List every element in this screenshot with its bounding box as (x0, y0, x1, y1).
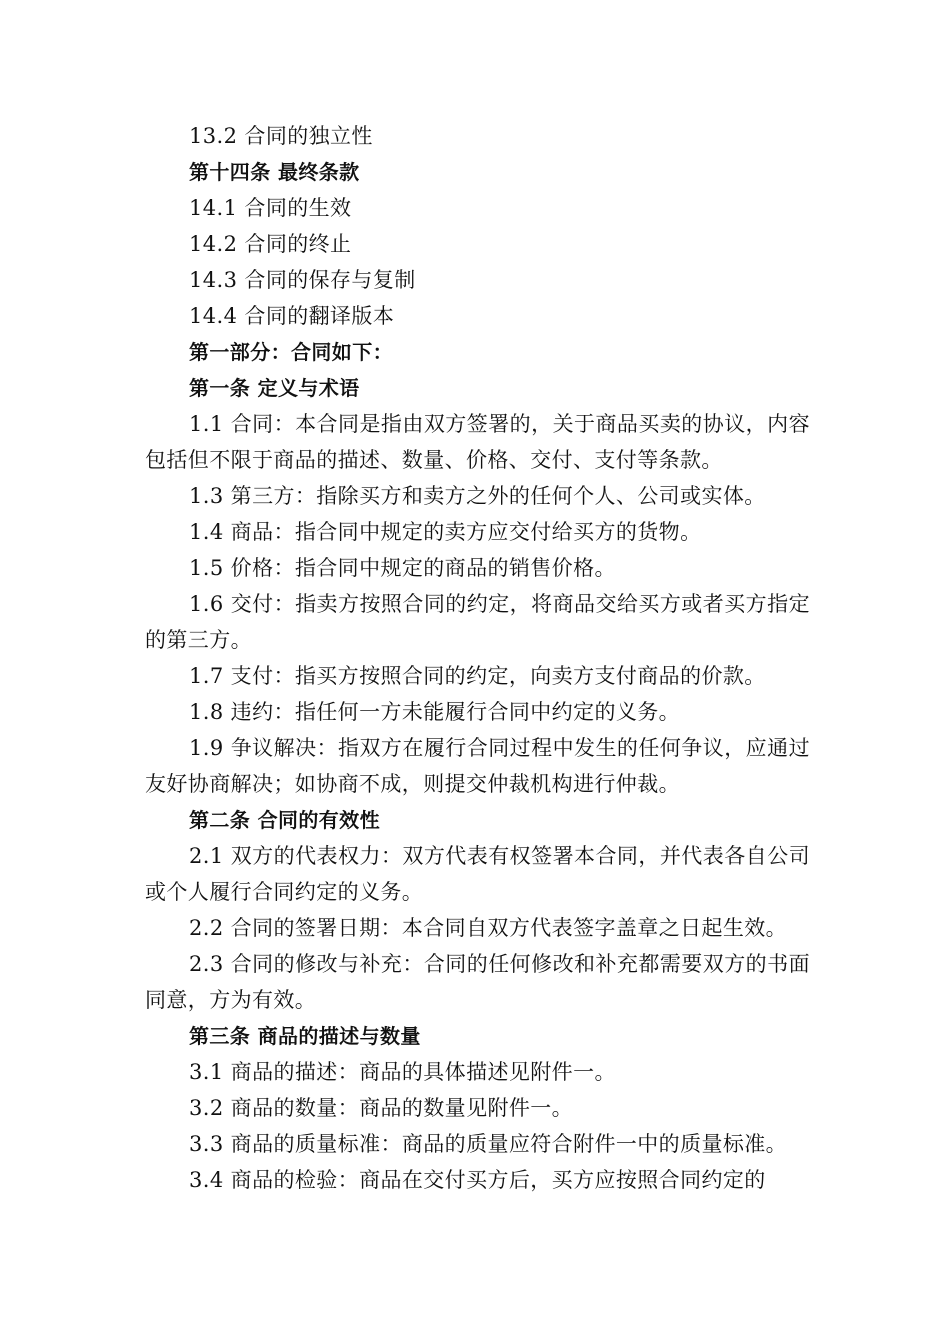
clause-1-3: 1.3 第三方：指除买方和卖方之外的任何个人、公司或实体。 (189, 484, 766, 508)
part-one-heading: 第一部分：合同如下： (189, 340, 393, 364)
clause-1-9: 1.9 争议解决：指双方在履行合同过程中发生的任何争议，应通过友好协商解决；如协商不成，则提交仲裁机构进行仲裁。 (145, 736, 810, 796)
clause-3-1: 3.1 商品的描述：商品的具体描述见附件一。 (189, 1060, 616, 1084)
clause-1-6: 1.6 交付：指卖方按照合同的约定，将商品交给买方或者买方指定的第三方。 (145, 592, 810, 652)
clause-1-5: 1.5 价格：指合同中规定的商品的销售价格。 (189, 556, 616, 580)
clause-1-7: 1.7 支付：指买方按照合同的约定，向卖方支付商品的价款。 (189, 664, 766, 688)
clause-2-1: 2.1 双方的代表权力：双方代表有权签署本合同，并代表各自公司或个人履行合同约定的义务。 (145, 844, 810, 904)
clause-1-8: 1.8 违约：指任何一方未能履行合同中约定的义务。 (189, 700, 681, 724)
clause-3-4: 3.4 商品的检验：商品在交付买方后，买方应按照合同约定的 (189, 1168, 766, 1192)
contract-page (145, 118, 810, 1198)
clause-3-2: 3.2 商品的数量：商品的数量见附件一。 (189, 1096, 574, 1120)
clause-2-2: 2.2 合同的签署日期：本合同自双方代表签字盖章之日起生效。 (189, 916, 788, 940)
toc-item-13-2: 13.2 合同的独立性 (189, 124, 373, 148)
toc-item-14-3: 14.3 合同的保存与复制 (189, 268, 416, 292)
clause-3-3: 3.3 商品的质量标准：商品的质量应符合附件一中的质量标准。 (189, 1132, 788, 1156)
article-2-heading: 第二条 合同的有效性 (189, 808, 380, 832)
toc-item-14-2: 14.2 合同的终止 (189, 232, 352, 256)
article-1-heading: 第一条 定义与术语 (189, 376, 360, 400)
clause-1-1: 1.1 合同：本合同是指由双方签署的，关于商品买卖的协议，内容包括但不限于商品的描述、数量、价格、交付、支付等条款。 (145, 412, 810, 472)
toc-article-14-heading: 第十四条 最终条款 (189, 160, 360, 184)
toc-item-14-1: 14.1 合同的生效 (189, 196, 352, 220)
toc-item-14-4: 14.4 合同的翻译版本 (189, 304, 395, 328)
clause-1-4: 1.4 商品：指合同中规定的卖方应交付给买方的货物。 (189, 520, 702, 544)
article-3-heading: 第三条 商品的描述与数量 (189, 1024, 421, 1048)
clause-2-3: 2.3 合同的修改与补充：合同的任何修改和补充都需要双方的书面同意，方为有效。 (145, 952, 810, 1012)
